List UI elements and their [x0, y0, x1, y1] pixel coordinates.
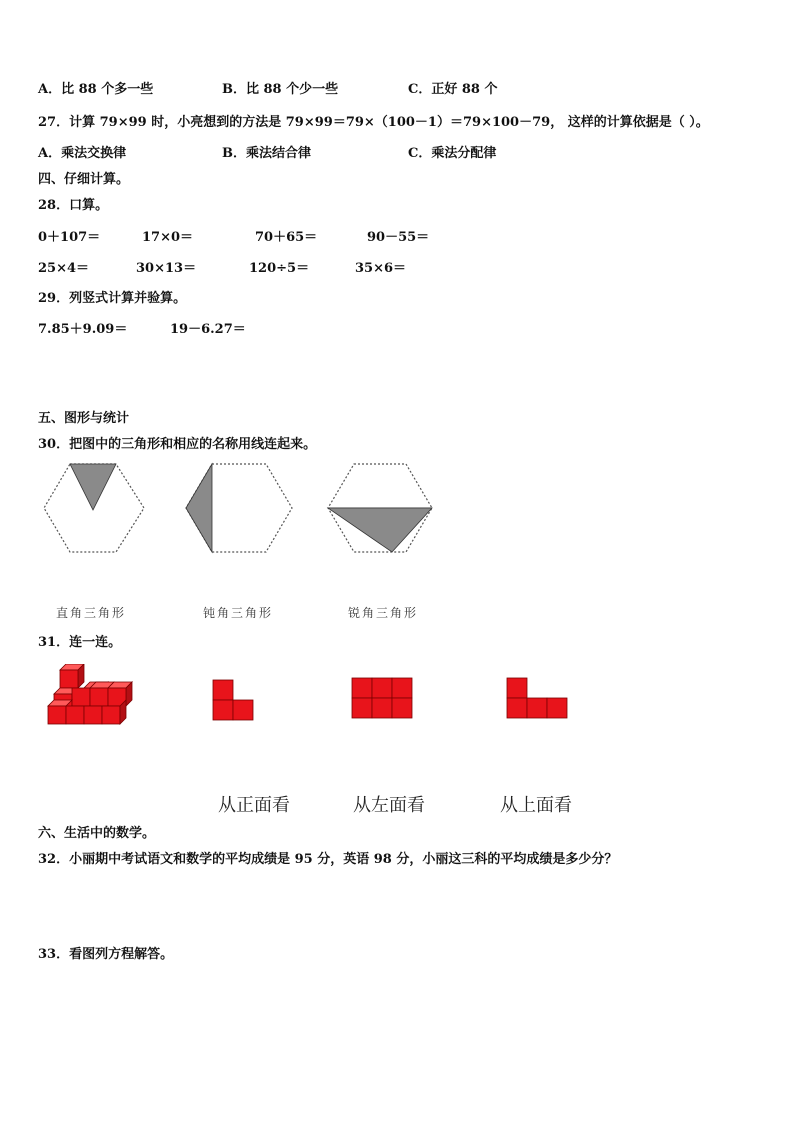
- q28-item: 0＋107＝: [38, 230, 101, 245]
- q26-option-c: C．正好 88 个: [408, 82, 498, 97]
- q26-option-b: B．比 88 个少一些: [222, 82, 339, 97]
- q28-item: 90－55＝: [367, 230, 430, 245]
- hexagon-acute-triangle: [328, 464, 432, 552]
- q26-option-a: A．比 88 个多一些: [38, 82, 154, 97]
- view-label-left: 从左面看: [353, 795, 425, 816]
- q28-item: 30×13＝: [136, 261, 197, 276]
- q30-hexagon-figures: [40, 460, 450, 556]
- q30-stem: 30．把图中的三角形和相应的名称用线连起来。: [38, 437, 317, 452]
- hexagon-right-triangle: [44, 464, 144, 552]
- q33-stem: 33．看图列方程解答。: [38, 947, 174, 962]
- q28-item: 25×4＝: [38, 261, 90, 276]
- q31-cube-figures: [44, 664, 574, 730]
- q27-option-c: C．乘法分配律: [408, 146, 497, 161]
- q27-stem: 27．计算 79×99 时，小亮想到的方法是 79×99＝79×（100－1）＝79×100－79， 这样的计算依据是（ ）。: [38, 115, 709, 130]
- label-right-triangle: 直角三角形: [56, 606, 127, 620]
- cube-stack-3d: [48, 664, 132, 724]
- q28-item: 17×0＝: [142, 230, 194, 245]
- section-5-title: 五、图形与统计: [38, 411, 130, 426]
- q28-stem: 28．口算。: [38, 198, 109, 213]
- label-acute-triangle: 锐角三角形: [348, 606, 419, 620]
- view-shape-l-long: [507, 678, 567, 718]
- q32-stem: 32．小丽期中考试语文和数学的平均成绩是 95 分，英语 98 分，小丽这三科的平均成绩是多少分？: [38, 852, 618, 867]
- view-shape-rectangle: [352, 678, 412, 718]
- view-label-top: 从上面看: [500, 795, 572, 816]
- section-6-title: 六、生活中的数学。: [38, 826, 156, 841]
- view-label-front: 从正面看: [218, 795, 290, 816]
- section-4-title: 四、仔细计算。: [38, 172, 130, 187]
- q29-item: 19－6.27＝: [170, 322, 246, 337]
- q29-stem: 29．列竖式计算并验算。: [38, 291, 187, 306]
- q27-option-a: A．乘法交换律: [38, 146, 127, 161]
- q27-option-b: B．乘法结合律: [222, 146, 311, 161]
- q28-item: 35×6＝: [355, 261, 407, 276]
- q28-item: 120÷5＝: [249, 261, 310, 276]
- q28-item: 70＋65＝: [255, 230, 318, 245]
- q29-item: 7.85＋9.09＝: [38, 322, 128, 337]
- view-shape-l-small: [213, 680, 253, 720]
- hexagon-obtuse-triangle: [186, 464, 292, 552]
- q31-stem: 31．连一连。: [38, 635, 122, 650]
- label-obtuse-triangle: 钝角三角形: [203, 606, 274, 620]
